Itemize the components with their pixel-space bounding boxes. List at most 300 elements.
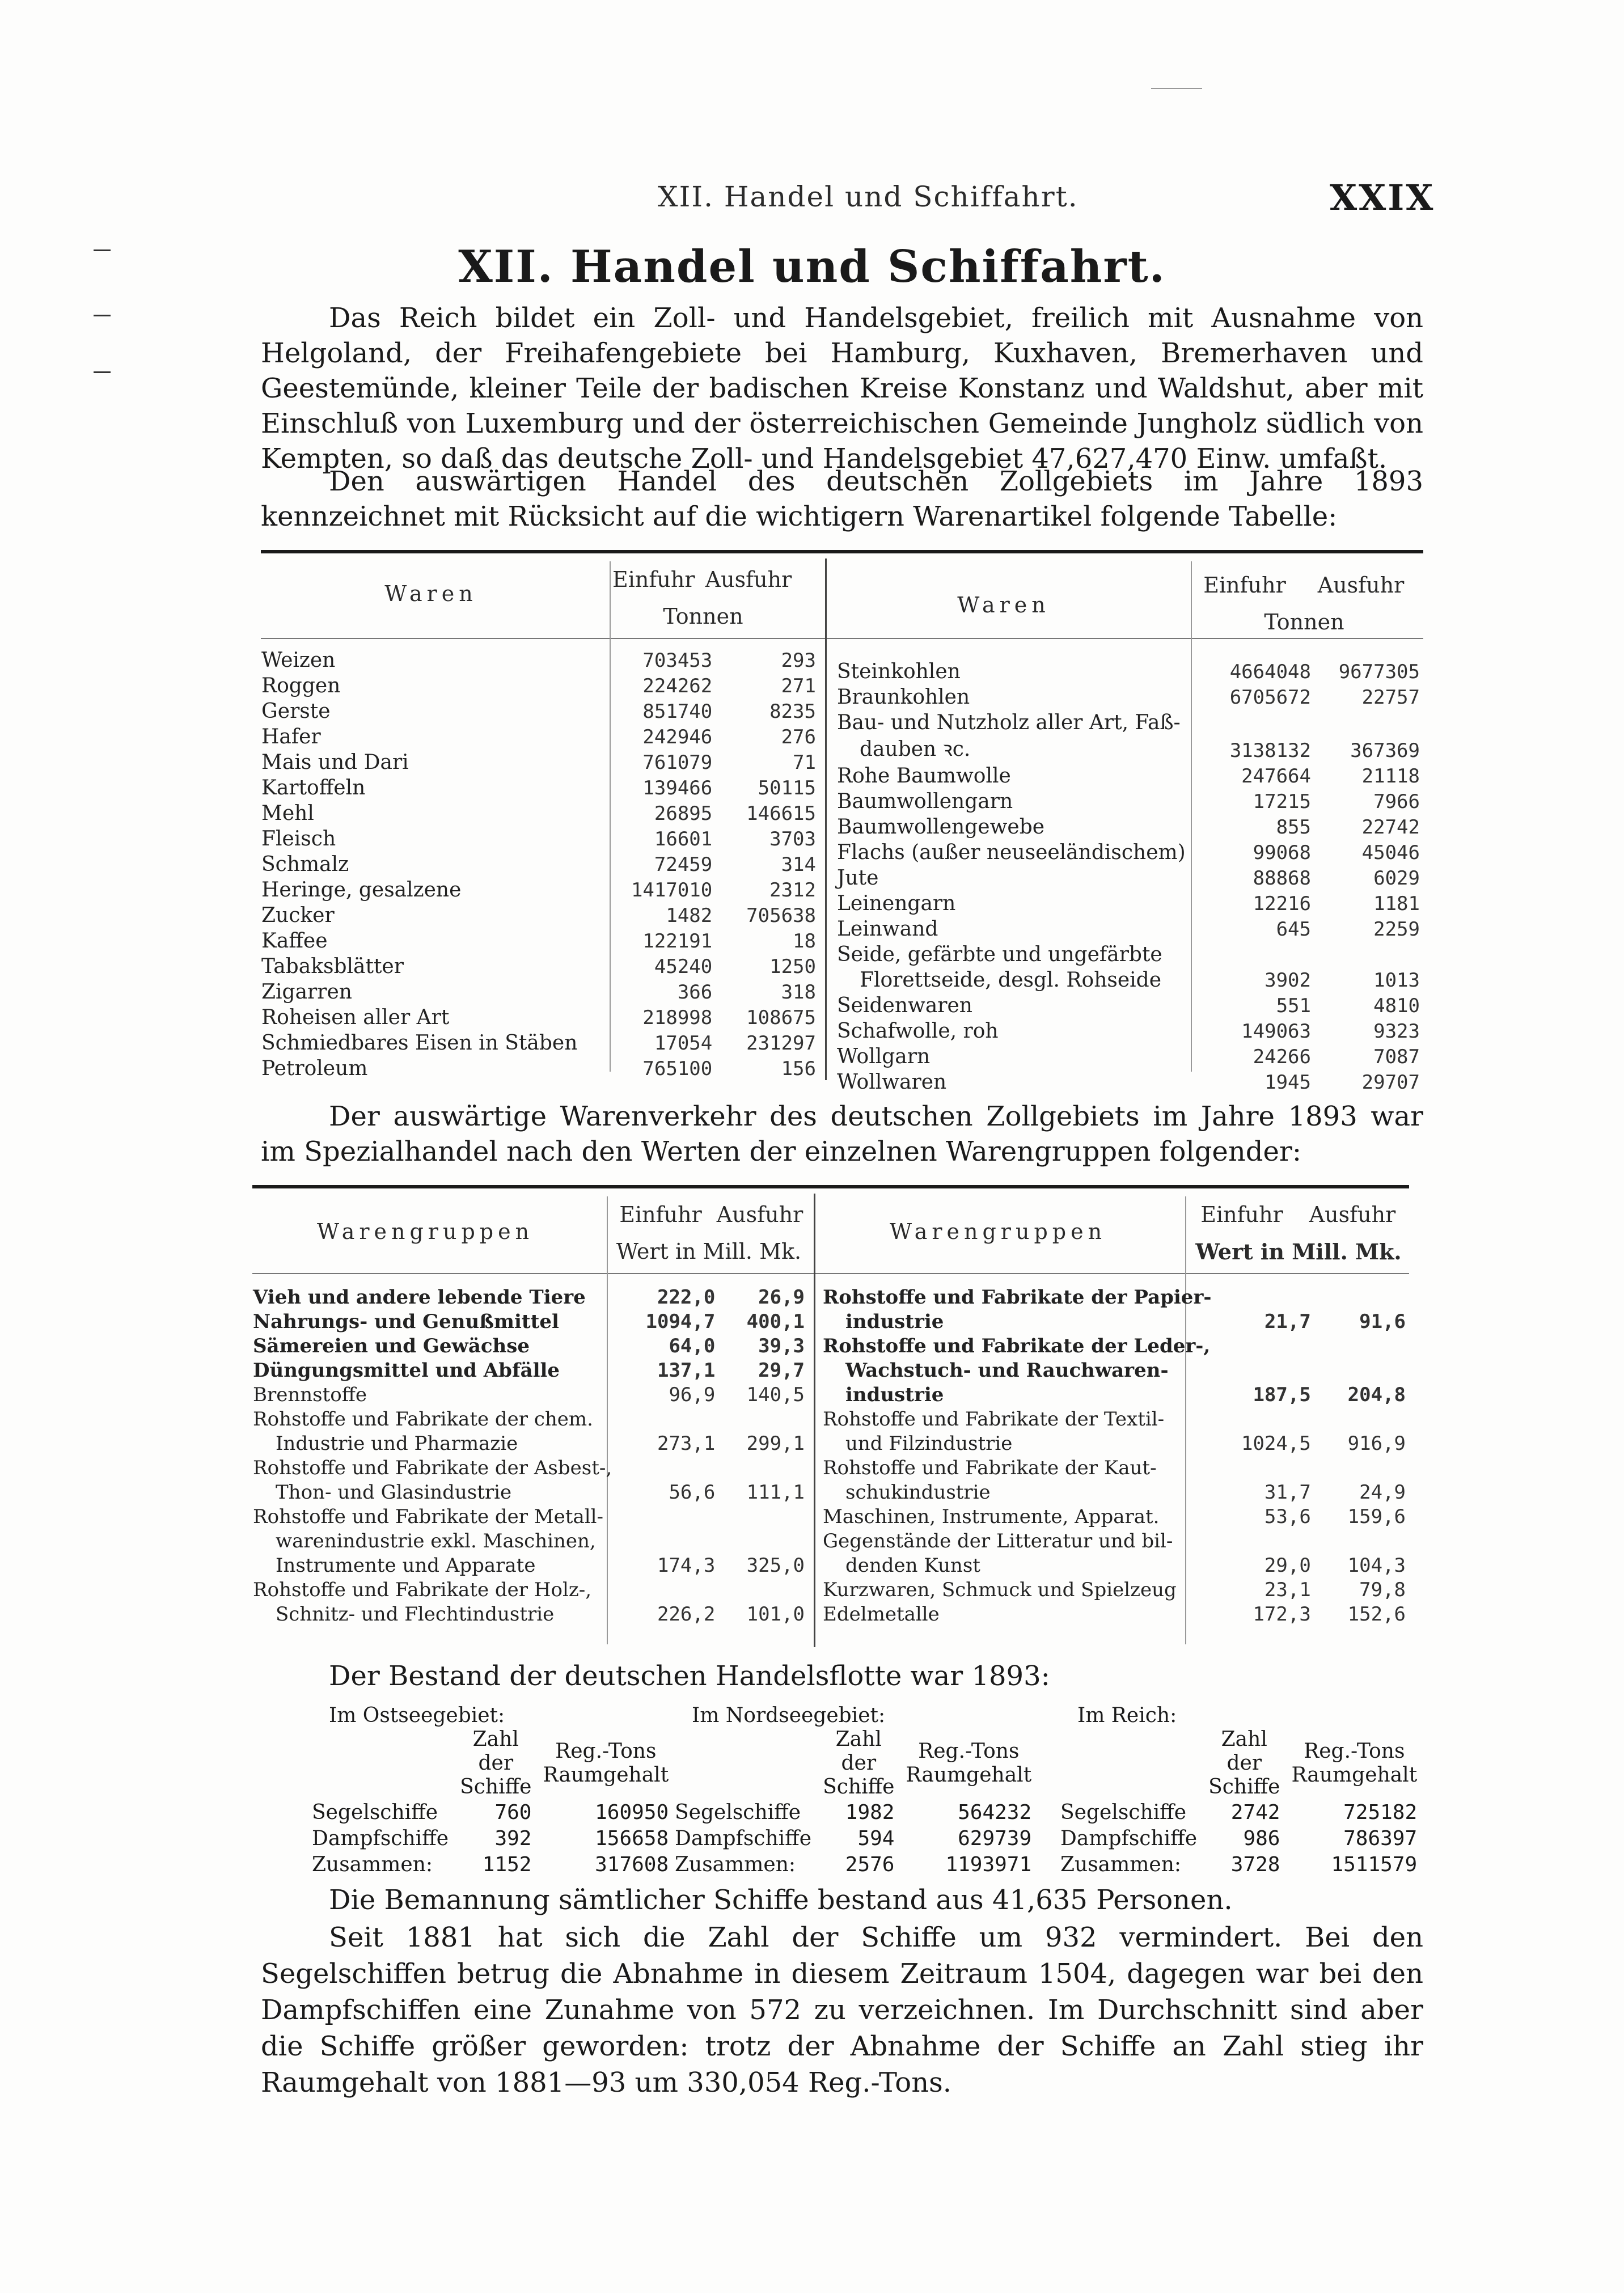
ausfuhr-value: 26,9	[758, 1286, 805, 1309]
ausfuhr-value	[1314, 1455, 1409, 1479]
row-label: industrie	[845, 1384, 944, 1406]
table-row	[258, 672, 819, 697]
einfuhr-value	[625, 1455, 718, 1479]
table-row	[249, 1309, 808, 1333]
ausfuhr-value: 318	[781, 981, 816, 1004]
ausfuhr-value: 325,0	[746, 1554, 805, 1577]
einfuhr-value: 29,0	[1264, 1554, 1311, 1577]
einfuhr-value: 23,1	[1264, 1579, 1311, 1601]
fleet-zahl: 2742	[1230, 1800, 1280, 1824]
table-row	[819, 1455, 1409, 1479]
einfuhr-value: 247664	[1241, 765, 1311, 788]
row-label: Zucker	[261, 904, 335, 927]
einfuhr-value	[1215, 1406, 1314, 1431]
row-label: Weizen	[261, 649, 336, 672]
margin-mark	[94, 371, 111, 373]
intro-paragraph	[261, 301, 1423, 476]
table-row	[258, 902, 819, 927]
table-row	[258, 748, 819, 774]
ausfuhr-value: 21118	[1361, 765, 1420, 788]
einfuhr-value: 99068	[1253, 841, 1311, 864]
einfuhr-value: 273,1	[657, 1432, 716, 1455]
fleet-row-label: Zusammen:	[312, 1852, 433, 1876]
fleet-zahl: 3728	[1230, 1852, 1280, 1876]
einfuhr-value: 96,9	[669, 1384, 716, 1406]
ausfuhr-value: 276	[781, 726, 816, 748]
row-label: Petroleum	[261, 1057, 368, 1080]
table-row	[834, 788, 1423, 813]
table-row	[834, 1017, 1423, 1043]
scan-mark	[1151, 88, 1202, 89]
fleet-region-table	[306, 1728, 674, 1877]
row-label: Industrie und Pharmazie	[276, 1432, 518, 1455]
fleet-row	[1055, 1851, 1423, 1877]
table-row	[249, 1479, 808, 1504]
fleet-zahl: 1982	[845, 1800, 895, 1824]
row-label: Mehl	[261, 802, 314, 825]
row-label: Edelmetalle	[823, 1603, 940, 1626]
table1-right-col-einfuhr: Einfuhr	[1203, 573, 1286, 598]
table1-right-col-waren: Waren	[957, 593, 1050, 617]
row-label: Fleisch	[261, 827, 336, 851]
row-label: Kartoffeln	[261, 776, 366, 799]
table-row	[819, 1406, 1409, 1431]
einfuhr-value: 765100	[642, 1057, 713, 1080]
row-label: Thon- und Glasindustrie	[276, 1481, 512, 1504]
row-label: Kaffee	[261, 929, 328, 953]
table1-left	[258, 646, 819, 1080]
fleet-tons: 1511579	[1331, 1852, 1418, 1876]
row-label: Rohstoffe und Fabrikate der Kaut-	[823, 1457, 1157, 1479]
row-label: Mais und Dari	[261, 751, 409, 774]
table-row	[819, 1504, 1409, 1528]
table2-right-col-ausfuhr: Ausfuhr	[1309, 1202, 1396, 1227]
ausfuhr-value: 916,9	[1347, 1432, 1406, 1455]
ausfuhr-value: 22757	[1361, 686, 1420, 709]
ausfuhr-value: 152,6	[1347, 1603, 1406, 1626]
ausfuhr-value: 7966	[1373, 790, 1420, 813]
ausfuhr-value	[718, 1455, 808, 1479]
einfuhr-value	[1215, 1284, 1314, 1309]
closing-text: Seit 1881 hat sich die Zahl der Schiffe um 932 vermindert. Bei den Segelschiffen betrug die Abnahme in diesem Zeitraum 1504, dagegen war bei den Dampfschiffen eine Zunahme von 572 zu verzeichnen. Im Durchschnitt sind aber die Schiffe größer geworden: trotz der Abnahme der Schiffe an Zahl stieg ihr Raumgehalt von 1881—93 um 330,054 Reg.-Tons.	[261, 1922, 1423, 2099]
einfuhr-value: 137,1	[657, 1359, 716, 1382]
table2-right-col-einfuhr: Einfuhr	[1200, 1202, 1283, 1227]
table-row	[258, 978, 819, 1004]
einfuhr-value	[625, 1528, 718, 1552]
table-row	[819, 1333, 1409, 1357]
row-label: Rohe Baumwolle	[837, 764, 1011, 788]
row-label: Maschinen, Instrumente, Apparat.	[823, 1505, 1160, 1528]
table-row	[819, 1601, 1409, 1626]
table-row	[819, 1431, 1409, 1455]
table1-left-col-einfuhr: Einfuhr	[612, 567, 695, 592]
ausfuhr-value: 705638	[746, 904, 816, 927]
row-label: Gerste	[261, 700, 331, 723]
ausfuhr-value: 271	[781, 675, 816, 697]
einfuhr-value: 1024,5	[1241, 1432, 1311, 1455]
fleet-row	[669, 1851, 1037, 1877]
einfuhr-value: 3902	[1264, 969, 1311, 992]
table1-left-col-waren: Waren	[384, 581, 477, 606]
einfuhr-value	[625, 1406, 718, 1431]
table-row	[249, 1577, 808, 1601]
crew-paragraph	[261, 1882, 1423, 1918]
table-row	[819, 1382, 1409, 1406]
einfuhr-value: 122191	[642, 930, 713, 953]
table-row	[258, 953, 819, 978]
ausfuhr-value: 1013	[1373, 969, 1420, 992]
einfuhr-value: 1945	[1264, 1071, 1311, 1094]
ausfuhr-value: 104,3	[1347, 1554, 1406, 1577]
row-label: Sämereien und Gewächse	[253, 1335, 530, 1357]
ausfuhr-value: 24,9	[1359, 1481, 1406, 1504]
row-label: Instrumente und Apparate	[276, 1554, 536, 1577]
fleet-row-label: Dampfschiffe	[675, 1826, 812, 1850]
fleet-zahl: 1152	[482, 1852, 532, 1876]
fleet-col-tons: Reg.-Tons Raumgehalt	[1291, 1740, 1418, 1787]
fleet-col-zahl: Zahl der Schiffe	[1208, 1728, 1280, 1799]
table2-divider	[814, 1194, 815, 1647]
ausfuhr-value: 159,6	[1347, 1505, 1406, 1528]
ausfuhr-value: 6029	[1373, 867, 1420, 890]
row-label: schukindustrie	[845, 1481, 991, 1504]
einfuhr-value: 1094,7	[645, 1310, 716, 1333]
fleet-region-title: Im Reich:	[1077, 1704, 1177, 1727]
einfuhr-value	[1215, 1357, 1314, 1382]
einfuhr-value: 149063	[1241, 1020, 1311, 1043]
ausfuhr-value: 314	[781, 853, 816, 876]
table1-header-rule	[261, 638, 1423, 639]
table1-intro-paragraph	[261, 464, 1423, 534]
table-row	[834, 683, 1423, 709]
fleet-tons: 317608	[595, 1852, 669, 1876]
ausfuhr-value	[718, 1528, 808, 1552]
ausfuhr-value	[1314, 1528, 1409, 1552]
row-label: Rohstoffe und Fabrikate der Holz-,	[253, 1579, 592, 1601]
row-label: Schmalz	[261, 853, 349, 876]
einfuhr-value: 851740	[642, 700, 713, 723]
ausfuhr-value	[1314, 941, 1423, 966]
row-label: Baumwollengewebe	[837, 815, 1045, 839]
table-row	[834, 1043, 1423, 1068]
fleet-row-label: Zusammen:	[675, 1852, 796, 1876]
einfuhr-value: 4664048	[1229, 661, 1311, 683]
row-label: Rohstoffe und Fabrikate der Asbest-,	[253, 1457, 612, 1479]
fleet-region-title: Im Nordseegebiet:	[692, 1704, 886, 1727]
row-label: warenindustrie exkl. Maschinen,	[276, 1530, 596, 1552]
row-label: Steinkohlen	[837, 660, 961, 683]
table2-intro-paragraph	[261, 1099, 1423, 1169]
ausfuhr-value: 9677305	[1338, 661, 1420, 683]
ausfuhr-value	[718, 1577, 808, 1601]
table-row	[834, 864, 1423, 890]
fleet-region-table	[669, 1728, 1037, 1877]
ausfuhr-value: 101,0	[746, 1603, 805, 1626]
row-label: Düngungsmittel und Abfälle	[253, 1359, 560, 1382]
table-row	[258, 1029, 819, 1055]
einfuhr-value: 16601	[654, 828, 713, 851]
ausfuhr-value: 8235	[769, 700, 816, 723]
table-row	[249, 1431, 808, 1455]
row-label: Zigarren	[261, 980, 352, 1004]
einfuhr-value	[1215, 1528, 1314, 1552]
ausfuhr-value: 45046	[1361, 841, 1420, 864]
fleet-region	[669, 1704, 1037, 1877]
row-label: Wollgarn	[837, 1045, 931, 1068]
table-row	[249, 1357, 808, 1382]
einfuhr-value: 64,0	[669, 1335, 716, 1357]
fleet-col-tons: Reg.-Tons Raumgehalt	[543, 1740, 669, 1787]
fleet-tons: 725182	[1343, 1800, 1418, 1824]
ausfuhr-value	[1314, 1333, 1409, 1357]
fleet-row-label: Segelschiffe	[312, 1800, 438, 1824]
row-label: Brennstoffe	[253, 1384, 367, 1406]
table-row	[819, 1479, 1409, 1504]
einfuhr-value	[1206, 709, 1314, 734]
fleet-col-zahl: Zahl der Schiffe	[823, 1728, 895, 1799]
table-row	[819, 1284, 1409, 1309]
table2-left-col-ausfuhr: Ausfuhr	[716, 1202, 803, 1227]
row-label: Flachs (außer neuseeländischem)	[837, 841, 1186, 864]
ausfuhr-value: 7087	[1373, 1046, 1420, 1068]
ausfuhr-value: 2312	[769, 879, 816, 902]
ausfuhr-value: 299,1	[746, 1432, 805, 1455]
fleet-tons: 786397	[1343, 1826, 1418, 1850]
table-row	[249, 1406, 808, 1431]
table-row	[258, 1004, 819, 1029]
ausfuhr-value: 71	[793, 751, 816, 774]
einfuhr-value: 72459	[654, 853, 713, 876]
table-row	[819, 1528, 1409, 1552]
ausfuhr-value: 140,5	[746, 1384, 805, 1406]
row-label: Schnitz- und Flechtindustrie	[276, 1603, 555, 1626]
ausfuhr-value: 156	[781, 1057, 816, 1080]
table-row	[258, 851, 819, 876]
einfuhr-value: 24266	[1253, 1046, 1311, 1068]
fleet-row	[1055, 1799, 1423, 1825]
fleet-region	[306, 1704, 674, 1877]
fleet-tons: 629739	[958, 1826, 1032, 1850]
row-label: Seidenwaren	[837, 994, 972, 1017]
einfuhr-value	[1206, 941, 1314, 966]
chapter-title: XII. Handel und Schiffahrt.	[458, 241, 1166, 293]
einfuhr-value	[1215, 1333, 1314, 1357]
row-label: Tabaksblätter	[261, 955, 404, 978]
ausfuhr-value: 2259	[1373, 918, 1420, 941]
ausfuhr-value: 91,6	[1359, 1310, 1406, 1333]
table1-right-unit: Tonnen	[1264, 610, 1344, 634]
fleet-intro-paragraph	[261, 1659, 1423, 1694]
ausfuhr-value	[718, 1504, 808, 1528]
table1-intro-text: Den auswärtigen Handel des deutschen Zollgebiets im Jahre 1893 kennzeichnet mit Rücksicht auf die wichtigern Warenartikel folgende Tabelle:	[261, 466, 1423, 532]
einfuhr-value: 174,3	[657, 1554, 716, 1577]
ausfuhr-value: 79,8	[1359, 1579, 1406, 1601]
einfuhr-value: 17054	[654, 1032, 713, 1055]
ausfuhr-value: 111,1	[746, 1481, 805, 1504]
ausfuhr-value: 22742	[1361, 816, 1420, 839]
fleet-zahl: 760	[494, 1800, 532, 1824]
table2-right-unit: Wert in Mill. Mk.	[1195, 1239, 1402, 1264]
table-row	[249, 1333, 808, 1357]
einfuhr-value	[625, 1504, 718, 1528]
ausfuhr-value: 367369	[1350, 739, 1420, 762]
table-row	[819, 1357, 1409, 1382]
row-label: Seide, gefärbte und ungefärbte	[837, 943, 1162, 966]
table2-left-unit: Wert in Mill. Mk.	[616, 1239, 802, 1264]
table2-right-col-gruppen: Warengruppen	[889, 1219, 1107, 1244]
row-label: Roggen	[261, 674, 341, 697]
ausfuhr-value	[1314, 1357, 1409, 1382]
einfuhr-value: 1482	[666, 904, 713, 927]
ausfuhr-value	[1314, 1406, 1409, 1431]
einfuhr-value	[625, 1577, 718, 1601]
fleet-tons: 156658	[595, 1826, 669, 1850]
table1-top-rule	[261, 550, 1423, 553]
einfuhr-value: 187,5	[1253, 1384, 1311, 1406]
table-row	[834, 941, 1423, 966]
row-label: Rohstoffe und Fabrikate der chem.	[253, 1408, 593, 1431]
table1-left-unit: Tonnen	[663, 604, 743, 629]
table-row	[258, 825, 819, 851]
einfuhr-value: 12216	[1253, 892, 1311, 915]
table-row	[834, 658, 1423, 683]
einfuhr-value: 224262	[642, 675, 713, 697]
fleet-col-tons: Reg.-Tons Raumgehalt	[906, 1740, 1032, 1787]
table-row	[834, 734, 1423, 762]
row-label: industrie	[845, 1310, 944, 1333]
table2-top-rule	[252, 1185, 1409, 1188]
einfuhr-value: 21,7	[1264, 1310, 1311, 1333]
table2-left	[249, 1284, 808, 1626]
einfuhr-value: 226,2	[657, 1603, 716, 1626]
row-label: Wachstuch- und Rauchwaren-	[845, 1359, 1169, 1382]
row-label: und Filzindustrie	[845, 1432, 1013, 1455]
ausfuhr-value: 9323	[1373, 1020, 1420, 1043]
einfuhr-value: 703453	[642, 649, 713, 672]
einfuhr-value: 53,6	[1264, 1505, 1311, 1528]
table2-left-col-gruppen: Warengruppen	[316, 1219, 534, 1244]
einfuhr-value: 45240	[654, 955, 713, 978]
table1-right-col-ausfuhr: Ausfuhr	[1317, 573, 1405, 598]
row-label: Rohstoffe und Fabrikate der Metall-	[253, 1505, 603, 1528]
einfuhr-value: 761079	[642, 751, 713, 774]
table2-right	[819, 1284, 1409, 1626]
einfuhr-value: 139466	[642, 777, 713, 799]
table-row	[258, 876, 819, 902]
table-row	[258, 927, 819, 953]
ausfuhr-value: 231297	[746, 1032, 816, 1055]
einfuhr-value: 855	[1276, 816, 1311, 839]
fleet-row	[306, 1799, 674, 1825]
table-row	[249, 1382, 808, 1406]
table-row	[249, 1284, 808, 1309]
row-label: Rohstoffe und Fabrikate der Textil-	[823, 1408, 1165, 1431]
einfuhr-value: 366	[677, 981, 713, 1004]
fleet-row-label: Segelschiffe	[675, 1800, 801, 1824]
row-label: denden Kunst	[845, 1554, 980, 1577]
fleet-zahl: 594	[857, 1826, 895, 1850]
row-label: Florettseide, desgl. Rohseide	[860, 968, 1162, 992]
table-row	[834, 1068, 1423, 1094]
intro-text: Das Reich bildet ein Zoll- und Handelsgebiet, freilich mit Ausnahme von Helgoland, der Freihafengebiete bei Hamburg, Kuxhaven, Bremerhaven und Geestemünde, kleiner Teile der badischen Kreise Konstanz und Waldshut, aber mit Einschluß von Luxemburg und der österreichischen Gemeinde Jungholz südlich von Kempten, so daß das deutsche Zoll- und Handelsgebiet 47,627,470 Einw. umfaßt.	[261, 302, 1423, 475]
ausfuhr-value: 18	[793, 930, 816, 953]
fleet-row	[669, 1799, 1037, 1825]
fleet-row	[306, 1851, 674, 1877]
ausfuhr-value: 29,7	[758, 1359, 805, 1382]
table-row	[249, 1528, 808, 1552]
table2-left-col-einfuhr: Einfuhr	[619, 1202, 702, 1227]
einfuhr-value: 88868	[1253, 867, 1311, 890]
ausfuhr-value: 29707	[1361, 1071, 1420, 1094]
row-label: Leinwand	[837, 917, 938, 941]
einfuhr-value: 222,0	[657, 1286, 716, 1309]
fleet-row-label: Dampfschiffe	[1060, 1826, 1198, 1850]
ausfuhr-value: 39,3	[758, 1335, 805, 1357]
table1-left-col-ausfuhr: Ausfuhr	[705, 567, 792, 592]
einfuhr-value: 172,3	[1253, 1603, 1311, 1626]
table-row	[819, 1309, 1409, 1333]
fleet-tons: 160950	[595, 1800, 669, 1824]
einfuhr-value: 242946	[642, 726, 713, 748]
row-label: Leinengarn	[837, 892, 956, 915]
crew-text: Die Bemannung sämtlicher Schiffe bestand aus 41,635 Personen.	[329, 1884, 1233, 1916]
table2-header-rule	[252, 1273, 1409, 1274]
ausfuhr-value	[1314, 709, 1423, 734]
table2-intro-text: Der auswärtige Warenverkehr des deutschen Zollgebiets im Jahre 1893 war im Spezialhandel nach den Werten der einzelnen Warengruppen folgender:	[261, 1101, 1423, 1167]
table-row	[258, 697, 819, 723]
einfuhr-value: 3138132	[1229, 739, 1311, 762]
row-label: Rohstoffe und Fabrikate der Papier-	[823, 1286, 1212, 1309]
table-row	[258, 646, 819, 672]
einfuhr-value	[1215, 1455, 1314, 1479]
einfuhr-value: 56,6	[669, 1481, 716, 1504]
fleet-row-label: Segelschiffe	[1060, 1800, 1187, 1824]
table1-right	[834, 658, 1423, 1094]
row-label: Heringe, gesalzene	[261, 878, 462, 902]
fleet-zahl: 392	[494, 1826, 532, 1850]
ausfuhr-value: 50115	[758, 777, 816, 799]
einfuhr-value: 1417010	[631, 879, 713, 902]
page-number: XXIX	[1330, 177, 1435, 218]
table-row	[258, 774, 819, 799]
row-label: Hafer	[261, 725, 321, 748]
fleet-row-label: Dampfschiffe	[312, 1826, 449, 1850]
row-label: Rohstoffe und Fabrikate der Leder-,	[823, 1335, 1211, 1357]
table-row	[258, 1055, 819, 1080]
einfuhr-value: 6705672	[1229, 686, 1311, 709]
table-row	[819, 1552, 1409, 1577]
fleet-region	[1055, 1704, 1423, 1877]
ausfuhr-value: 1181	[1373, 892, 1420, 915]
table-row	[834, 709, 1423, 734]
einfuhr-value: 17215	[1253, 790, 1311, 813]
table1-divider	[825, 559, 827, 1080]
fleet-region-table	[1055, 1728, 1423, 1877]
row-label: Bau- und Nutzholz aller Art, Faß-	[837, 711, 1181, 734]
fleet-row-label: Zusammen:	[1060, 1852, 1182, 1876]
running-head: XII. Handel und Schiffahrt.	[658, 180, 1079, 213]
table-row	[834, 992, 1423, 1017]
row-label: Kurzwaren, Schmuck und Spielzeug	[823, 1579, 1177, 1601]
ausfuhr-value: 146615	[746, 802, 816, 825]
fleet-intro-text: Der Bestand der deutschen Handelsflotte war 1893:	[329, 1660, 1050, 1692]
table-row	[249, 1455, 808, 1479]
fleet-zahl: 2576	[845, 1852, 895, 1876]
einfuhr-value: 26895	[654, 802, 713, 825]
table-row	[834, 915, 1423, 941]
row-label: Roheisen aller Art	[261, 1006, 450, 1029]
ausfuhr-value: 1250	[769, 955, 816, 978]
